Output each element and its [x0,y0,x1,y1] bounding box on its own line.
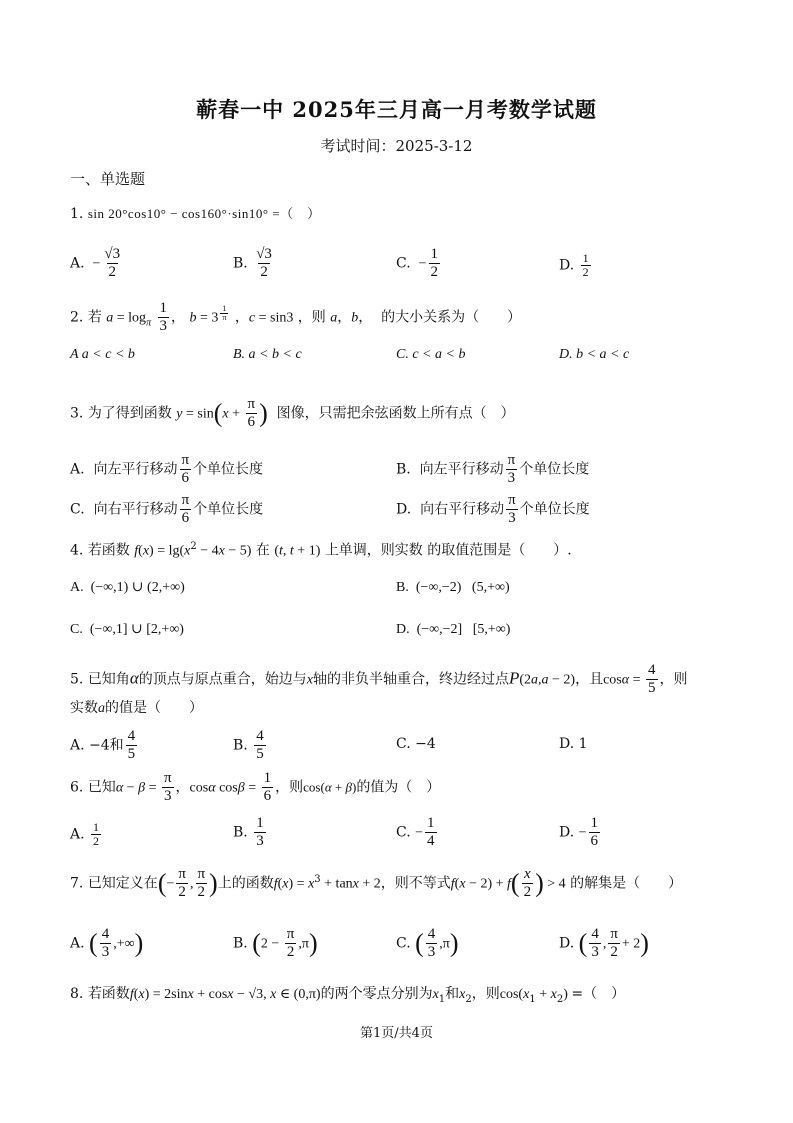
q5-option-d: D. 1 [559,736,588,752]
q1-option-c: C. − $\frac{1}{2}$ [396,246,439,280]
section-label: 一、单选题 [70,170,146,188]
q3-option-d: D. 向右平行移动 $\frac{\pi}{3}$ 个单位长度 [396,492,590,526]
question-2: 2. 若 $a = \log_\pi$ $\frac{1}{3}$ ， b = 3 $^{\frac{1}{\pi}}$ ，c = sin3 ，则 a，b， 的大小关系为（ ） [70,300,522,334]
q3-option-b: B. 向左平行移动 $\frac{\pi}{3}$ 个单位长度 [396,452,590,486]
question-5: 5. 已知角α的顶点与原点重合，始边与x轴的非负半轴重合，终边经过点P(2a,a − 2)，且cosα = $\frac{4}{5}$ ，则 [70,662,688,696]
exam-time: 考试时间：2025-3-12 [320,137,473,155]
q2-option-d: D. b < a < c [559,347,630,362]
question-stem: sin 20°cos10° − cos160°·sin10° =（ ） [87,206,321,221]
q7-option-c: C. ( $\frac{4}{3}$ ,π) [396,926,459,960]
question-8: 8. 若函数f(x) = 2sinx + cosx − √3, x ∈ (0,π)的两个零点分别为$x_1$和$x_2$，则$\cos(x_1 + x_2)$ =（ ） [70,986,626,1005]
question-3: 3. 为了得到函数 y = sin(x + $\frac{\pi}{6}$ ) 图像，只需把余弦函数上所有点（ ） [70,396,515,430]
question-number: 1. [70,206,84,222]
q6-option-b: B. $\frac{1}{3}$ [233,815,264,849]
q7-option-b: B. (2 − $\frac{\pi}{2}$ ,π) [233,926,318,960]
q3-option-a: A. 向左平行移动 $\frac{\pi}{6}$ 个单位长度 [70,452,264,486]
q1-option-b: B. $\frac{√3}{2}$ [233,246,272,280]
q4-option-b: B. (−∞,−2) (5,+∞) [396,580,510,595]
q4-option-c: C. (−∞,1] ∪ [2,+∞) [70,622,184,637]
question-5-line2: 实数a的值是（ ） [70,700,203,716]
q2-option-a: A a < c < b [70,347,135,362]
q6-option-c: C. − $\frac{1}{4}$ [396,815,435,849]
q5-option-a: A. −4和 $\frac{4}{5}$ [70,728,136,762]
q1-option-d: D. $\frac{1}{2}$ [559,251,589,279]
question-4: 4. 若函数 $f(x) = \lg(x^2 - 4x - 5)$ 在 (t, t + 1) 上单调，则实数 的取值范围是（ ）. [70,541,572,559]
q4-option-a: A. (−∞,1) ∪ (2,+∞) [70,580,185,595]
question-1 [70,204,321,224]
q2-option-b: B. a < b < c [233,347,302,362]
q6-option-a: A. $\frac{1}{2}$ [70,820,100,848]
q5-option-c: C. −4 [396,736,436,752]
q2-option-c: C. c < a < b [396,347,466,362]
q7-option-a: A. ( $\frac{4}{3}$ ,+∞) [70,926,144,960]
q1-option-a: A. − $\frac{√3}{2}$ [70,246,121,280]
q6-option-d: D. − $\frac{1}{6}$ [559,815,599,849]
exam-title: 蕲春一中 2025年三月高一月考数学试题 [196,97,597,122]
q3-option-c: C. 向右平行移动 $\frac{\pi}{6}$ 个单位长度 [70,492,264,526]
q7-option-d: D. ( $\frac{4}{3}$ , $\frac{\pi}{2}$ + 2) [559,926,649,960]
q5-option-b: B. $\frac{4}{5}$ [233,728,264,762]
page-number: 第1页/共4页 [360,1026,433,1041]
q4-option-d: D. (−∞,−2] [5,+∞) [396,622,511,637]
question-6: 6. 已知α − β = $\frac{\pi}{3}$ ，cosα cosβ = $\frac{1}{6}$ ，则cos(α + β)的值为（ ） [70,770,441,804]
question-7: 7. 已知定义在(− $\frac{\pi}{2}$ , $\frac{\pi}{2}$ )上的函数$f(x) = x^3 + \tan x + 2$，则不等式f(x − 2) + f( $\frac{x}{2}$ ) > 4 的解集是（ ） [70,866,683,900]
